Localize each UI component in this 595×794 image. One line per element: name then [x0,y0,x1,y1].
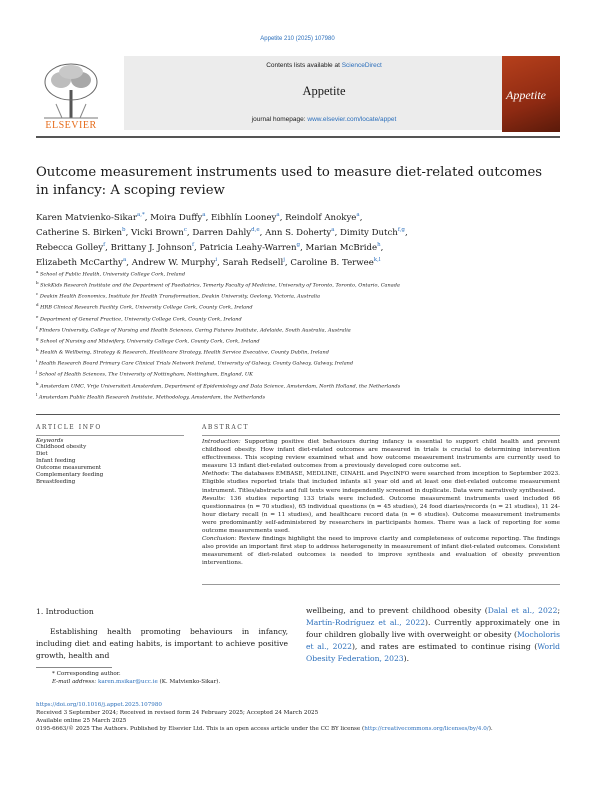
abstract-section-text: Review findings highlight the need to improve clarity and completeness of outcome reporting. The findings also provide an important first step to address heterogeneity in measurement of infant diet-related outcomes. Consistent measurement of diet-related outcomes is needed to improve synthesis and evaluation of obesity prevention interventions. [202,536,560,567]
abstract-bottom-rule [202,584,560,585]
keyword: Complementary feeding [36,471,104,478]
affiliation-marker: g [36,335,39,341]
author-affiliation-marker[interactable]: a [202,212,206,218]
affiliation-item [36,301,560,312]
affiliation-item [36,279,560,290]
keyword: Outcome measurement [36,464,102,471]
affiliation-text: Flinders University, College of Nursing and Health Sciences, Caring Futures Institute, Adelaide, South Australia, Australia [39,327,351,334]
license-link[interactable]: http://creativecommons.org/licenses/by/4.0/ [364,726,489,733]
sciencedirect-link[interactable]: ScienceDirect [341,62,382,69]
author-separator: , [194,242,200,253]
affiliation-text: SickKids Research Institute and the Department of Paediatrics, Temerty Faculty of Medicine, University of Toronto, Toronto, Ontario, Canada [40,282,400,289]
affiliation-item [36,335,560,346]
journal-title: Appetite [302,84,346,98]
intro-right-text-3: ). Currently approximately one in four children globally live with overweight or obesity ( [306,618,560,639]
affiliation-text: Health & Wellbeing, Strategy & Research, Healthcare Strategy, Health Service Executive, County Dublin, Ireland [40,349,329,356]
author-name[interactable]: Vicki Brown [131,227,184,238]
available-online: Available online 25 March 2025 [36,718,127,725]
author-separator: , [217,258,223,269]
author-separator: , [186,227,193,238]
intro-left-column [36,606,288,662]
affiliation-item [36,346,560,357]
copyright-line [36,725,560,733]
affiliation-item [36,368,560,379]
article-info-heading: ARTICLE INFO [36,424,102,431]
author-name[interactable]: Reindolf Anokye [285,212,357,223]
keyword: Childhood obesity [36,444,87,450]
article-info [36,424,184,485]
article-metadata [36,701,560,733]
footnote-rule [36,667,112,668]
author-affiliation-marker[interactable]: h [377,242,381,249]
abstract-section [202,438,560,470]
email-line [52,678,432,686]
keyword: Diet [36,450,48,457]
author-separator: , [205,212,212,223]
affiliation-marker: f [36,324,38,330]
affiliation-text: HRB Clinical Research Facility Cork, University College Cork, County Cork, Ireland [40,305,253,312]
abstract-rule [202,435,560,436]
author-separator: , [279,212,286,223]
affiliation-marker: b [36,280,39,286]
author-affiliation-marker[interactable]: f [192,242,195,249]
affiliation-marker: j [36,369,38,375]
author-name[interactable]: Brittany J. Johnson [110,242,192,253]
author-separator: , [259,227,266,238]
author-affiliation-marker[interactable]: j [283,257,285,264]
affiliation-item [36,290,560,301]
keywords-label: Keywords [36,438,64,444]
author-separator: , [380,242,384,253]
author-name[interactable]: Andrew W. Murphy [131,258,216,269]
author-affiliation-marker[interactable]: f [103,242,106,249]
abstract-section-text: The databases EMBASE, MEDLINE, CINAHL and PsycINFO were searched from inception to September 2023. Eligible studies reported trials that included infants ≤1 year old and at least one diet-related outcome measurement instrument. Titles/abstracts and full texts were independently screened in duplicate. Data were narratively synthesised. [202,471,560,494]
doi-link[interactable]: https://doi.org/10.1016/j.appet.2025.107980 [36,702,162,708]
author-affiliation-marker[interactable]: a,* [136,212,145,218]
corresponding-author-note: * Corresponding author. [52,671,121,677]
affiliation-text: School of Nursing and Midwifery, University College Cork, County Cork, Cork, Ireland [40,338,260,345]
received-dates: Received 3 September 2024; Received in revised form 24 February 2025; Accepted 24 March 2025 [36,710,319,717]
author-name[interactable]: Dimity Dutch [340,227,398,238]
author-name[interactable]: Rebecca Golley [36,242,104,253]
author-name[interactable]: Elizabeth McCarthy [36,258,123,269]
affiliation-item [36,391,560,402]
author-affiliation-marker[interactable]: a [123,257,127,264]
affiliation-marker: l [36,391,38,397]
intro-right-text-2: ; [557,606,560,615]
email-suffix: (K. Matvienko-Sikar). [157,679,221,685]
intro-right-column [306,605,560,665]
email-label: E-mail address: [52,679,98,685]
author-separator: , [284,258,291,269]
affiliation-marker: h [36,347,39,353]
affiliation-text: School of Public Health, University College Cork, Ireland [39,271,186,278]
affiliation-text: Amsterdam UMC, Vrije Universiteit Amsterdam, Department of Epidemiology and Data Science, Amsterdam, North Holland, the Netherlands [40,383,401,390]
intro-heading: 1. Introduction [36,607,94,616]
author-separator: , [126,258,132,269]
affiliation-marker: c [36,291,39,297]
ref-mocholoris[interactable]: Mocholoris et al., 2022 [306,630,560,651]
author-affiliation-marker[interactable]: g [296,242,301,249]
journal-masthead [36,56,560,132]
affiliation-item [36,380,560,391]
abstract-section-label: Results: [202,495,226,502]
author-affiliation-marker[interactable]: c [183,227,187,234]
author-separator: , [334,227,341,238]
info-divider [36,414,560,415]
keyword: Breastfeeding [36,478,76,485]
author-separator: , [144,212,151,223]
homepage-line [124,116,524,123]
journal-cover-image [502,56,560,132]
elsevier-tree-logo-icon [36,60,106,120]
author-name[interactable]: Marian McBride [305,242,378,253]
ref-dalal[interactable]: Dalal et al., 2022 [487,606,558,615]
abstract-body [202,438,560,568]
author-separator: , [404,227,408,238]
ref-martin-rodriguez[interactable]: Martín-Rodríguez et al., 2022 [306,618,426,627]
copyright-suffix: ). [488,726,493,733]
affiliation-item [36,357,560,368]
contents-prefix: Contents lists available at [266,62,342,69]
author-affiliation-marker[interactable]: f,g [397,227,405,234]
abstract-section-text: 136 studies reporting 133 trials were included. Outcome measurement instruments used included 66 questionnaires (n = 70 studies), 65 individual questions (n = 45 studies), 24 food diaries/records (n = 21 studies), 11 24-hour dietary recall (n = 11 studies), and healthcare record data (n = 6 studies). Outcome measurement instruments were predominantly self-administered by researchers in participants homes. There was a lack of reporting for some outcome measurements used. [202,495,560,535]
keyword: Infant feeding [36,457,76,464]
abstract-section [202,470,560,494]
ref-world-obesity[interactable]: World Obesity Federation, 2023 [306,642,561,663]
abstract-section [202,495,560,535]
author-affiliation-marker[interactable]: a [331,227,335,234]
author-separator: , [300,242,306,253]
affiliation-text: Health Research Board Primary Care Clinical Trials Network Ireland, University of Galway, County Galway, Galway, Ireland [38,360,354,367]
author-affiliation-marker[interactable]: k,l [373,257,381,264]
affiliation-marker: e [36,313,39,319]
author-affiliation-marker[interactable]: d,e [251,227,260,234]
abstract-section-text: Supporting positive diet behaviours during infancy is essential to support child health and prevent childhood obesity. How infant diet-related outcomes are measured in trials is crucial to determining intervention effectiveness. This scoping review examined what and how outcome measurement instruments are currently used to measure 13 infant diet-related outcomes from a previously developed core outcome set. [202,439,560,470]
journal-reference[interactable]: Appetite 210 (2025) 107980 [260,36,335,42]
article-title [36,164,556,200]
intro-right-text-5: ). [403,654,410,663]
author-affiliation-marker[interactable]: i [215,257,218,264]
footnote [52,670,432,686]
affiliation-text: Department of General Practice, University College Cork, County Cork, Ireland [39,316,242,323]
affiliation-text: Deakin Health Economics, Institute for Health Transformation, Deakin University, Geelong, Victoria, Australia [39,293,320,300]
publisher-logo-text: ELSEVIER [45,120,97,131]
abstract-section-label: Methods: [202,471,230,478]
masthead-divider [36,136,560,138]
abstract-section [202,535,560,567]
affiliation-marker: d [36,302,39,308]
author-name[interactable]: Moira Duffy [150,212,203,223]
affiliation-text: Amsterdam Public Health Research Institute, Methodology, Amsterdam, the Netherlands [38,394,266,401]
author-name[interactable]: Eibhlín Looney [211,212,277,223]
affiliation-marker: a [36,269,39,274]
title-line-2: in infancy: A scoping review [36,183,225,198]
author-list [36,209,560,269]
author-affiliation-marker[interactable]: b [122,227,126,234]
author-name[interactable]: Patricia Leahy-Warren [199,242,297,253]
abstract-section-label: Introduction: [202,439,241,445]
author-name[interactable]: Ann S. Doherty [265,227,332,238]
author-name[interactable]: Sarah Redsell [222,258,284,269]
keywords-list [36,444,184,485]
email-link[interactable]: karen.msikar@ucc.ie [97,679,158,685]
author-separator: , [105,242,111,253]
author-name[interactable]: Karen Matvienko-Sikar [36,212,137,223]
affiliation-marker: i [36,358,38,364]
author-name[interactable]: Catherine S. Birken [36,227,123,238]
homepage-link[interactable]: www.elsevier.com/locate/appet [307,116,397,123]
abstract [202,424,560,568]
homepage-prefix: journal homepage: [251,116,308,123]
author-name[interactable]: Caroline B. Terwee [290,258,374,269]
abstract-section-label: Conclusion: [202,536,237,543]
affiliation-item [36,324,560,335]
abstract-heading: ABSTRACT [202,424,250,431]
author-affiliation-marker[interactable]: a [276,212,280,218]
affiliation-text: School of Health Sciences, The University of Nottingham, Nottingham, England, UK [38,372,253,379]
author-separator: , [359,212,363,223]
affiliation-list [36,268,560,402]
intro-right-text-1: wellbeing, and to prevent childhood obesity ( [306,606,488,615]
intro-right-text-4: ), and rates are estimated to continue rising ( [351,642,538,651]
affiliation-marker: k [36,380,39,386]
affiliation-item [36,313,560,324]
article-info-rule [36,435,184,436]
intro-paragraph: Establishing health promoting behaviours in infancy, including diet and eating habits, is important to achieve positive growth, health and [36,627,288,660]
author-affiliation-marker[interactable]: a [356,212,360,218]
copyright-prefix: 0195-6663/© 2025 The Authors. Published by Elsevier Ltd. This is an open access article under the CC BY license ( [36,726,365,733]
author-name[interactable]: Darren Dahly [192,227,252,238]
cover-title: Appetite [506,88,546,102]
affiliation-item [36,268,560,279]
title-line-1: Outcome measurement instruments used to measure diet-related outcomes [36,165,543,180]
contents-line [124,62,524,69]
author-separator: , [125,227,132,238]
